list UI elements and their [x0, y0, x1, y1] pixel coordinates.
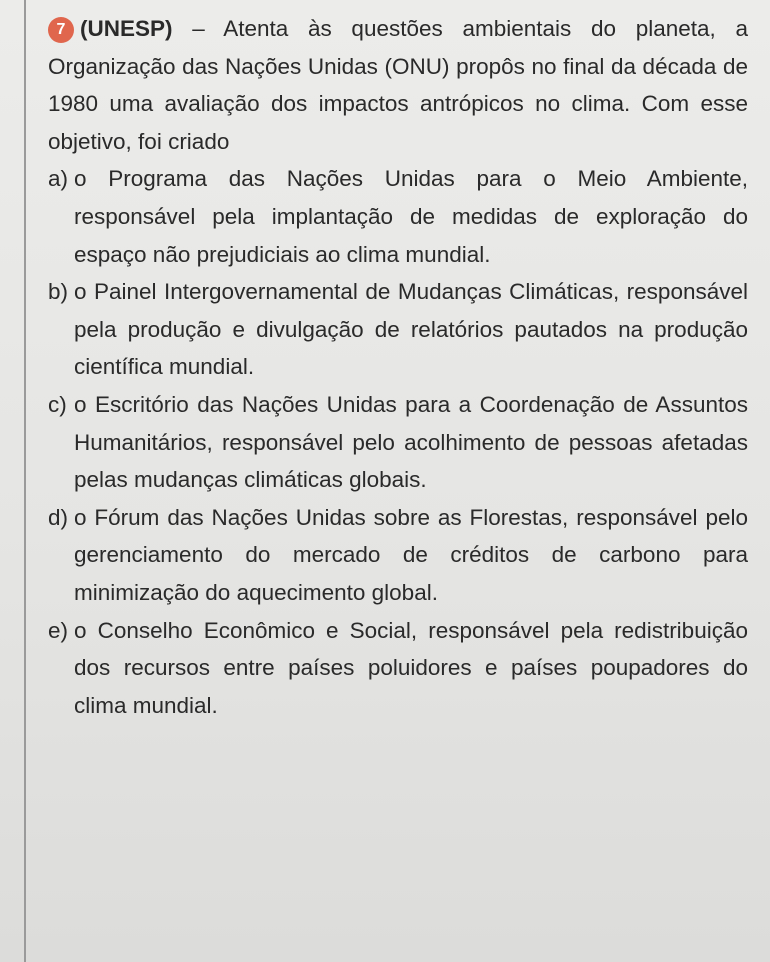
- option-b[interactable]: [48, 273, 748, 386]
- option-letter: a): [48, 166, 69, 192]
- question-block: [48, 10, 748, 724]
- option-a[interactable]: [48, 160, 748, 273]
- margin-rule: [24, 0, 26, 962]
- option-d[interactable]: [48, 499, 748, 612]
- option-e[interactable]: [48, 612, 748, 725]
- option-text: o Fórum das Nações Unidas sobre as Florestas, responsável pelo gerenciamento do mercado de créditos de carbono para minimização do aquecimento global.: [74, 504, 748, 605]
- option-letter: d): [48, 504, 69, 530]
- option-letter: b): [48, 279, 69, 305]
- question-text: – Atenta às questões ambientais do planeta, a Organização das Nações Unidas (ONU) propôs no final da década de 1980 uma avaliação dos impactos antrópicos no clima. Com esse objetivo, foi criado: [48, 16, 748, 154]
- option-text: o Painel Intergovernamental de Mudanças Climáticas, responsável pela produção e divulgação de relatórios pautados na produção científica mundial.: [74, 279, 748, 380]
- option-text: o Conselho Econômico e Social, responsável pela redistribuição dos recursos entre países poluidores e países poupadores do clima mundial.: [74, 617, 748, 718]
- option-letter: c): [48, 391, 67, 417]
- question-source: (UNESP): [80, 16, 173, 41]
- question-stem: [48, 10, 748, 160]
- option-c[interactable]: [48, 386, 748, 499]
- option-letter: e): [48, 617, 69, 643]
- question-number-badge: 7: [48, 17, 74, 43]
- option-text: o Programa das Nações Unidas para o Meio Ambiente, responsável pela implantação de medidas de exploração do espaço não prejudiciais ao clima mundial.: [74, 166, 748, 267]
- option-text: o Escritório das Nações Unidas para a Coordenação de Assuntos Humanitários, responsável pelo acolhimento de pessoas afetadas pelas mudanças climáticas globais.: [74, 391, 748, 493]
